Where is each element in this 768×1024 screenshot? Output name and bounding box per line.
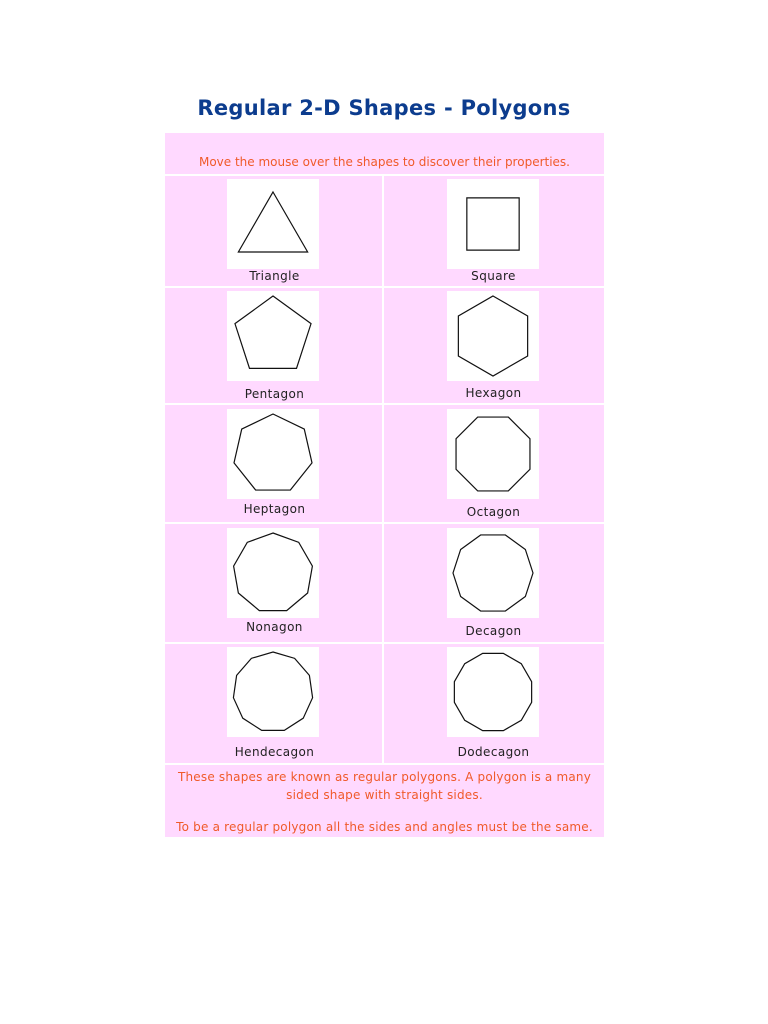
square-icon — [447, 179, 539, 269]
pentagon-shape[interactable] — [227, 291, 319, 381]
shape-label-nonagon: Nonagon — [246, 620, 303, 634]
row-divider — [165, 403, 604, 405]
shape-label-triangle: Triangle — [249, 269, 300, 283]
shape-label-hexagon: Hexagon — [465, 386, 522, 400]
polygon-outline — [467, 198, 519, 250]
footer-text-line3: To be a regular polygon all the sides and angles must be the same. — [176, 820, 593, 834]
decagon-icon — [447, 528, 539, 618]
octagon-icon — [447, 409, 539, 499]
square-shape[interactable] — [447, 179, 539, 269]
octagon-shape[interactable] — [447, 409, 539, 499]
row-divider — [165, 763, 604, 765]
hendecagon-shape[interactable] — [227, 647, 319, 737]
pentagon-icon — [227, 291, 319, 381]
shape-label-decagon: Decagon — [465, 624, 522, 638]
intro-text: Move the mouse over the shapes to discover their properties. — [198, 155, 570, 169]
footer-text-line2: sided shape with straight sides. — [286, 788, 483, 802]
row-divider — [165, 642, 604, 644]
hendecagon-icon — [227, 647, 319, 737]
heptagon-icon — [227, 409, 319, 499]
page-title: Regular 2-D Shapes - Polygons — [197, 96, 571, 120]
polygon-outline — [234, 414, 312, 490]
triangle-shape[interactable] — [227, 179, 319, 269]
heptagon-shape[interactable] — [227, 409, 319, 499]
triangle-icon — [227, 179, 319, 269]
shape-label-octagon: Octagon — [466, 505, 521, 519]
row-divider — [165, 174, 604, 176]
polygon-outline — [456, 417, 530, 491]
row-divider — [165, 522, 604, 524]
shape-label-hendecagon: Hendecagon — [234, 745, 315, 759]
shape-label-heptagon: Heptagon — [243, 502, 306, 516]
decagon-shape[interactable] — [447, 528, 539, 618]
dodecagon-icon — [447, 647, 539, 737]
polygon-outline — [238, 192, 307, 252]
polygon-outline — [233, 652, 312, 730]
shapes-panel — [165, 133, 604, 837]
nonagon-shape[interactable] — [227, 528, 319, 618]
nonagon-icon — [227, 528, 319, 618]
shape-label-dodecagon: Dodecagon — [457, 745, 530, 759]
polygon-outline — [235, 296, 311, 368]
polygon-outline — [453, 535, 533, 611]
shape-label-pentagon: Pentagon — [244, 387, 305, 401]
footer-text-line1: These shapes are known as regular polygons. A polygon is a many — [177, 770, 592, 784]
polygon-outline — [234, 533, 313, 611]
dodecagon-shape[interactable] — [447, 647, 539, 737]
hexagon-icon — [447, 291, 539, 381]
column-divider — [382, 176, 384, 765]
row-divider — [165, 286, 604, 288]
polygon-outline — [454, 653, 531, 730]
polygon-outline — [458, 296, 527, 376]
hexagon-shape[interactable] — [447, 291, 539, 381]
shape-label-square: Square — [471, 269, 516, 283]
